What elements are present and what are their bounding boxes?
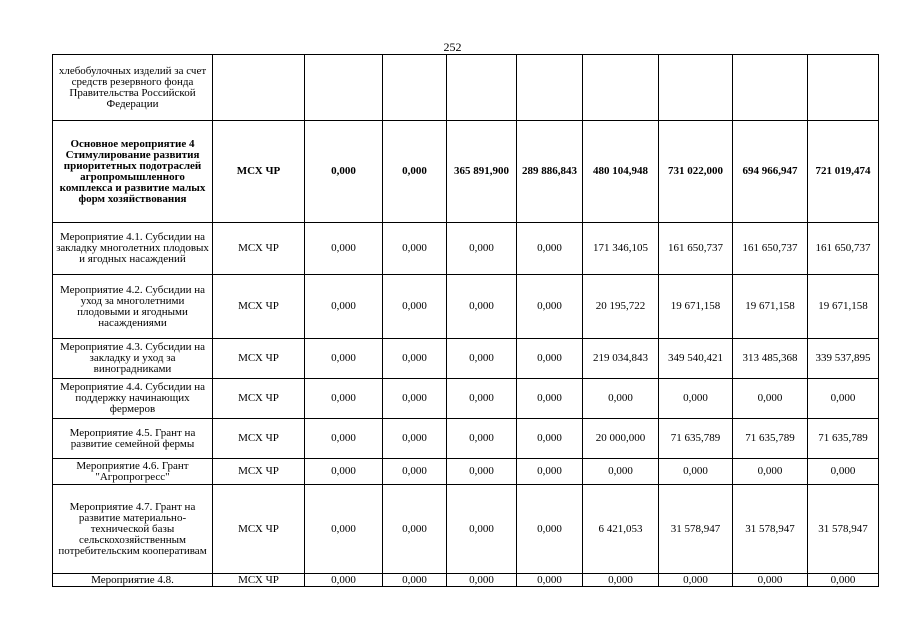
value-cell: 19 671,158 [659, 275, 733, 339]
value-cell: 480 104,948 [583, 121, 659, 223]
value-cell: 289 886,843 [517, 121, 583, 223]
measure-name-cell: Мероприятие 4.5. Грант на развитие семейной фермы [53, 419, 213, 459]
value-cell: 0,000 [517, 574, 583, 587]
value-cell: 31 578,947 [808, 485, 879, 574]
value-cell: 0,000 [659, 574, 733, 587]
value-cell: 31 578,947 [659, 485, 733, 574]
value-cell: 6 421,053 [583, 485, 659, 574]
value-cell: 0,000 [517, 223, 583, 275]
value-cell: 0,000 [517, 459, 583, 485]
value-cell: 171 346,105 [583, 223, 659, 275]
measure-name-cell: Мероприятие 4.6. Грант "Агропрогресс" [53, 459, 213, 485]
measure-name-cell: Основное мероприятие 4 Стимулирование развития приоритетных подотраслей агропромышленного комплекса и развитие малых форм хозяйствования [53, 121, 213, 223]
value-cell: 0,000 [383, 223, 447, 275]
value-cell: 721 019,474 [808, 121, 879, 223]
value-cell: 0,000 [808, 379, 879, 419]
value-cell: 339 537,895 [808, 339, 879, 379]
value-cell [583, 55, 659, 121]
value-cell: 0,000 [305, 275, 383, 339]
table-row [53, 419, 879, 459]
measure-name-cell: Мероприятие 4.4. Субсидии на поддержку начинающих фермеров [53, 379, 213, 419]
value-cell: 0,000 [305, 459, 383, 485]
table-row [53, 574, 879, 587]
value-cell: 0,000 [383, 485, 447, 574]
table-row [53, 485, 879, 574]
value-cell: 0,000 [447, 485, 517, 574]
value-cell: 0,000 [305, 339, 383, 379]
value-cell: 0,000 [305, 574, 383, 587]
value-cell: 0,000 [733, 459, 808, 485]
funding-table [52, 54, 879, 587]
value-cell [305, 55, 383, 121]
value-cell: 71 635,789 [808, 419, 879, 459]
agency-cell: МСХ ЧР [213, 574, 305, 587]
measure-name-cell: Мероприятие 4.3. Субсидии на закладку и уход за виноградниками [53, 339, 213, 379]
value-cell: 19 671,158 [733, 275, 808, 339]
value-cell: 0,000 [659, 459, 733, 485]
value-cell: 0,000 [447, 459, 517, 485]
value-cell: 0,000 [383, 275, 447, 339]
agency-cell: МСХ ЧР [213, 379, 305, 419]
value-cell: 0,000 [808, 574, 879, 587]
agency-cell [213, 55, 305, 121]
page-number: 252 [443, 40, 462, 54]
value-cell: 0,000 [447, 419, 517, 459]
agency-cell: МСХ ЧР [213, 275, 305, 339]
value-cell: 19 671,158 [808, 275, 879, 339]
value-cell: 71 635,789 [733, 419, 808, 459]
value-cell: 0,000 [305, 121, 383, 223]
value-cell: 365 891,900 [447, 121, 517, 223]
value-cell: 71 635,789 [659, 419, 733, 459]
value-cell: 0,000 [383, 459, 447, 485]
value-cell: 0,000 [305, 379, 383, 419]
measure-name-cell: Мероприятие 4.1. Субсидии на закладку многолетних плодовых и ягодных насаждений [53, 223, 213, 275]
value-cell: 694 966,947 [733, 121, 808, 223]
value-cell: 0,000 [517, 485, 583, 574]
agency-cell: МСХ ЧР [213, 419, 305, 459]
value-cell: 0,000 [517, 419, 583, 459]
value-cell: 0,000 [383, 121, 447, 223]
value-cell: 0,000 [517, 379, 583, 419]
value-cell: 0,000 [305, 419, 383, 459]
value-cell [447, 55, 517, 121]
table-row [53, 223, 879, 275]
value-cell: 161 650,737 [733, 223, 808, 275]
agency-cell: МСХ ЧР [213, 459, 305, 485]
value-cell [808, 55, 879, 121]
value-cell: 0,000 [383, 574, 447, 587]
value-cell [517, 55, 583, 121]
value-cell: 0,000 [383, 339, 447, 379]
value-cell: 0,000 [808, 459, 879, 485]
value-cell: 731 022,000 [659, 121, 733, 223]
agency-cell: МСХ ЧР [213, 223, 305, 275]
value-cell: 0,000 [583, 379, 659, 419]
value-cell: 219 034,843 [583, 339, 659, 379]
value-cell: 0,000 [383, 379, 447, 419]
value-cell: 0,000 [659, 379, 733, 419]
value-cell: 20 000,000 [583, 419, 659, 459]
table-row [53, 121, 879, 223]
value-cell: 0,000 [305, 485, 383, 574]
table-row [53, 459, 879, 485]
value-cell: 161 650,737 [808, 223, 879, 275]
measure-name-cell: Мероприятие 4.8. [53, 574, 213, 587]
value-cell: 0,000 [305, 223, 383, 275]
table-row [53, 275, 879, 339]
value-cell: 0,000 [447, 275, 517, 339]
value-cell: 0,000 [447, 223, 517, 275]
agency-cell: МСХ ЧР [213, 121, 305, 223]
measure-name-cell: Мероприятие 4.7. Грант на развитие материально-технической базы сельскохозяйственным потребительским кооперативам [53, 485, 213, 574]
agency-cell: МСХ ЧР [213, 485, 305, 574]
agency-cell: МСХ ЧР [213, 339, 305, 379]
value-cell: 0,000 [517, 339, 583, 379]
value-cell: 0,000 [383, 419, 447, 459]
table-row [53, 339, 879, 379]
value-cell: 0,000 [583, 459, 659, 485]
measure-name-cell: хлебобулочных изделий за счет средств резервного фонда Правительства Российской Федерации [53, 55, 213, 121]
table-row [53, 379, 879, 419]
value-cell: 0,000 [733, 574, 808, 587]
value-cell: 0,000 [517, 275, 583, 339]
value-cell [383, 55, 447, 121]
value-cell [659, 55, 733, 121]
value-cell: 313 485,368 [733, 339, 808, 379]
measure-name-cell: Мероприятие 4.2. Субсидии на уход за многолетними плодовыми и ягодными насаждениями [53, 275, 213, 339]
value-cell: 0,000 [447, 574, 517, 587]
value-cell: 349 540,421 [659, 339, 733, 379]
value-cell: 0,000 [447, 379, 517, 419]
table-row [53, 55, 879, 121]
value-cell: 20 195,722 [583, 275, 659, 339]
value-cell [733, 55, 808, 121]
value-cell: 31 578,947 [733, 485, 808, 574]
value-cell: 0,000 [583, 574, 659, 587]
value-cell: 161 650,737 [659, 223, 733, 275]
value-cell: 0,000 [447, 339, 517, 379]
value-cell: 0,000 [733, 379, 808, 419]
